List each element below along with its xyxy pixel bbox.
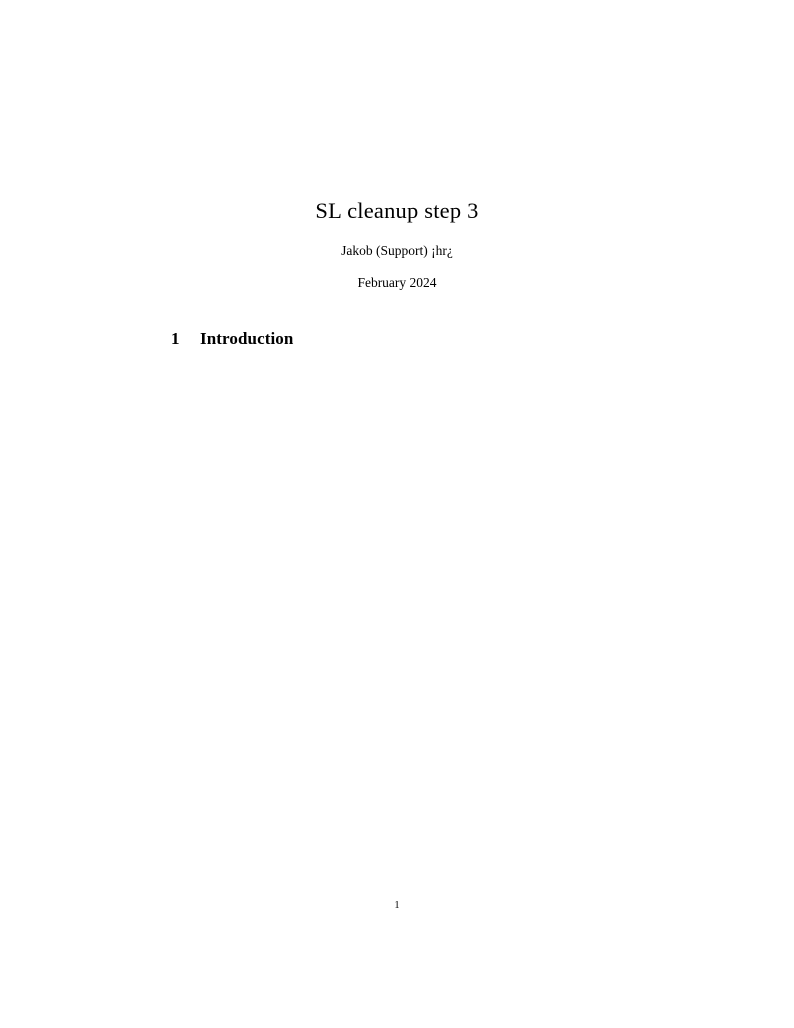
document-author: Jakob (Support) ¡hr¿: [341, 243, 453, 259]
document-title: SL cleanup step 3: [315, 198, 479, 223]
section-heading-introduction: [171, 329, 695, 349]
section-number: 1: [171, 329, 180, 349]
page-number: 1: [394, 900, 400, 911]
document-date: February 2024: [357, 274, 437, 290]
section-title: Introduction: [200, 329, 294, 349]
document-content: [99, 0, 695, 349]
